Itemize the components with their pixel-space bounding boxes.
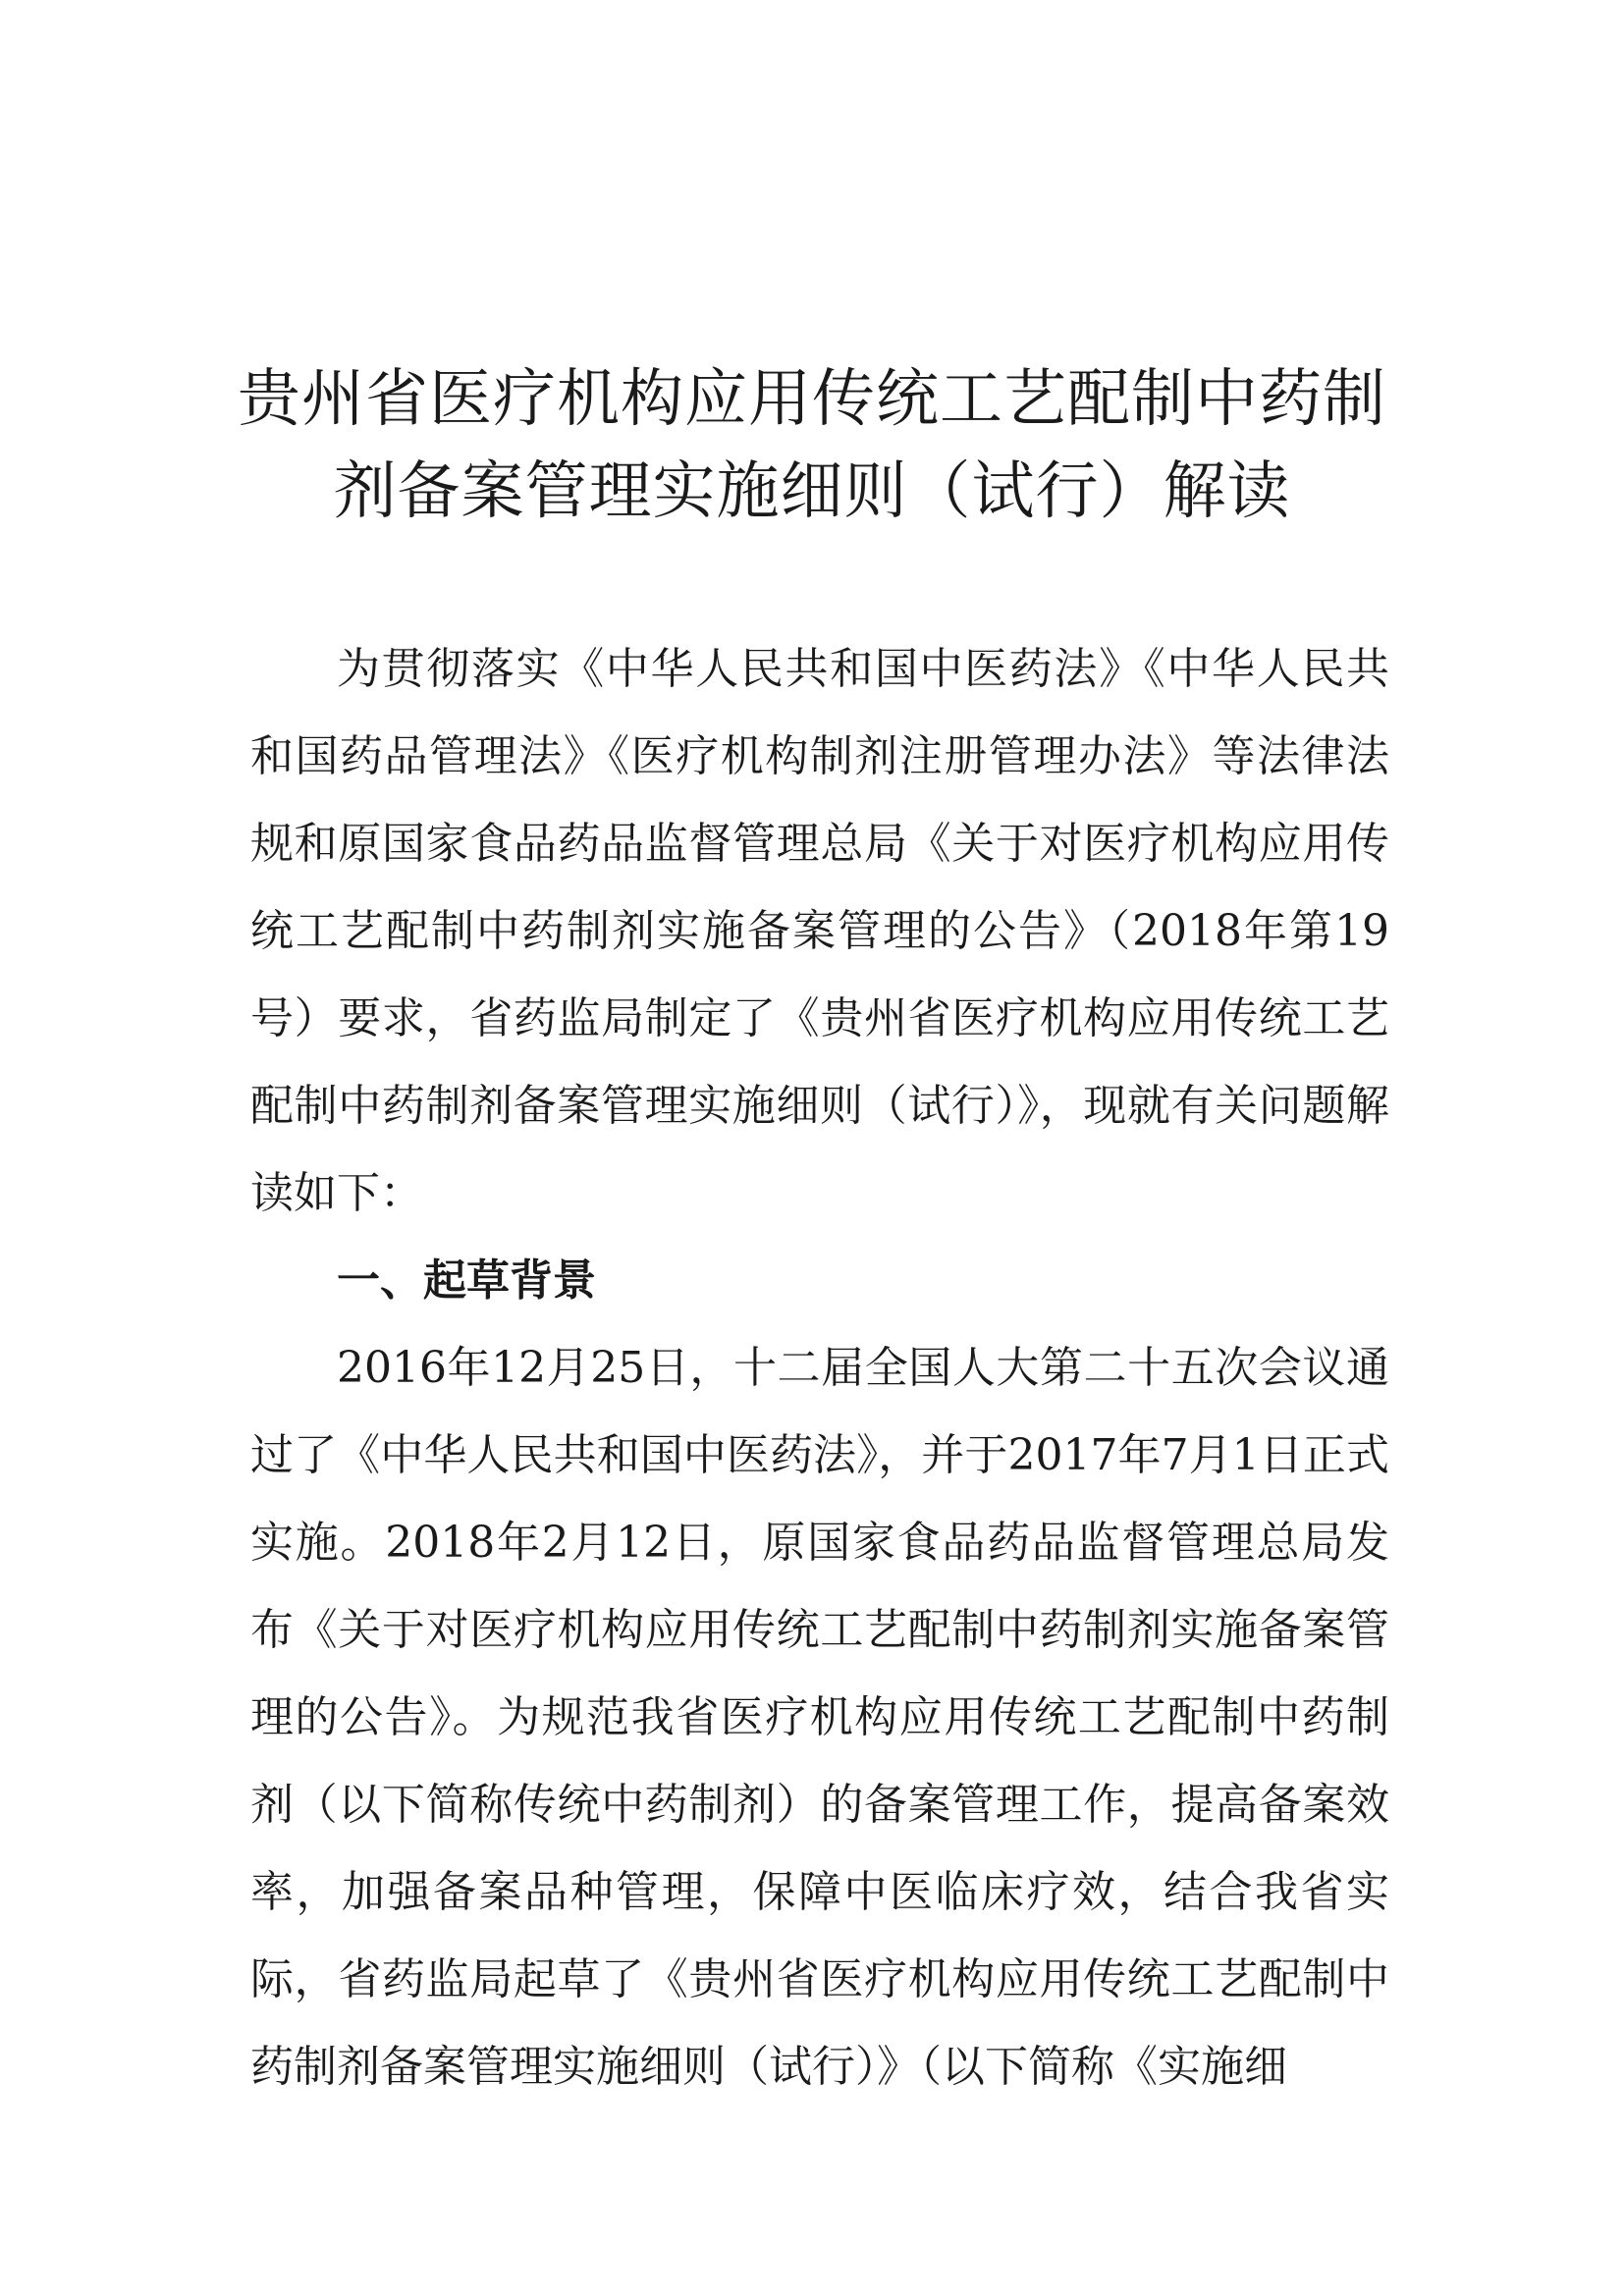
- intro-paragraph: 为贯彻落实《中华人民共和国中医药法》《中华人民共和国药品管理法》《医疗机构制剂注册管理办法》等法律法规和原国家食品药品监督管理总局《关于对医疗机构应用传统工艺配制中药制剂实施备案管理的公告》（2018年第19号）要求，省药监局制定了《贵州省医疗机构应用传统工艺配制中药制剂备案管理实施细则（试行）》，现就有关问题解读如下：: [250, 644, 1389, 1218]
- section-paragraph-background: 2016年12月25日，十二届全国人大第二十五次会议通过了《中华人民共和国中医药法》，并于2017年7月1日正式实施。2018年2月12日，原国家食品药品监督管理总局发布《关于对医疗机构应用传统工艺配制中药制剂实施备案管理的公告》。为规范我省医疗机构应用传统工艺配制中药制剂（以下简称传统中药制剂）的备案管理工作，提高备案效率，加强备案品种管理，保障中医临床疗效，结合我省实际，省药监局起草了《贵州省医疗机构应用传统工艺配制中药制剂备案管理实施细则（试行）》（以下简称《实施细: [250, 1343, 1389, 2092]
- document-body: [250, 625, 1389, 2110]
- section-heading-background: 一、起草背景: [337, 1255, 596, 1306]
- title-line-2: 剂备案管理实施细则（试行）解读: [333, 455, 1291, 528]
- document-title: [196, 353, 1428, 538]
- title-line-1: 贵州省医疗机构应用传统工艺配制中药制: [238, 363, 1386, 436]
